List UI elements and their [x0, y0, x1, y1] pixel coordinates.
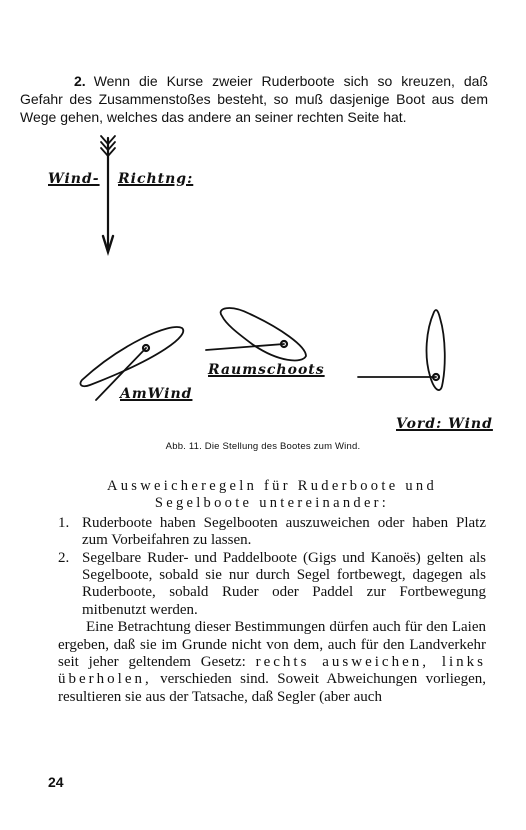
boat-am-wind-hull	[80, 327, 183, 386]
label-am-wind: AmWind	[120, 386, 193, 402]
boat-vord-wind-hull	[427, 310, 445, 390]
boat-raumschoots-hull	[221, 308, 306, 360]
label-raumschoots: Raumschoots	[208, 362, 325, 378]
list-item	[58, 550, 486, 620]
section-heading-line-1: Ausweicheregeln für Ruderboote und	[106, 478, 438, 494]
direction-label: Richtng:	[118, 171, 194, 187]
list-item	[58, 515, 486, 550]
list-item-text: Segelbare Ruder- und Paddelboote (Gigs und Kanoës) gelten als Segelboote, sobald sie nur durch Segel fortbewegt, dagegen als Ruderboote, sobald Ruder oder Paddel zur Fortbewegung mitbenutzt werden.	[82, 549, 486, 618]
wind-direction-figure	[0, 130, 526, 450]
text-section	[58, 478, 486, 706]
body-paragraph	[58, 619, 486, 706]
section-heading	[58, 478, 486, 513]
page-number: 24	[48, 774, 64, 790]
rule-2-text: Wenn die Kurse zweier Ruderboote sich so kreuzen, daß Gefahr des Zusammenstoßes besteht, so muß dasjenige Boot aus dem Wege gehen, welches das andere an seiner rechten Seite hat.	[20, 73, 488, 125]
list-item-text: Ruderboote haben Segelbooten auszuweichen oder haben Platz zum Vorbeifahren zu lassen.	[82, 514, 486, 549]
boat-raumschoots-sail	[206, 344, 284, 350]
list-item-number: 2.	[58, 549, 70, 566]
paragraph-trailing-text: verschieden sind. Soweit Abweichungen vorliegen, resultieren sie aus der Tatsache, daß Segler (aber auch	[58, 671, 486, 705]
section-heading-line-2: Segelboote untereinander:	[154, 495, 390, 512]
rule-2-paragraph	[20, 72, 488, 126]
rule-2-number: 2.	[74, 73, 86, 89]
label-vord-wind: Vord: Wind	[396, 416, 493, 432]
list-item-number: 1.	[58, 514, 70, 531]
figure-caption: Abb. 11. Die Stellung des Bootes zum Wind.	[165, 441, 361, 452]
wind-label: Wind-	[48, 171, 100, 187]
paragraph-lead-text: Eine Betrachtung dieser Bestimmungen dürfen auch für den Laien ergeben, daß sie im Grunde nicht von dem, auch für den Landverkehr seit jeher geltendem Gesetz:	[58, 619, 486, 671]
rules-list	[58, 515, 486, 619]
paragraph-rule-text: rechts ausweichen, links überholen,	[58, 654, 487, 688]
